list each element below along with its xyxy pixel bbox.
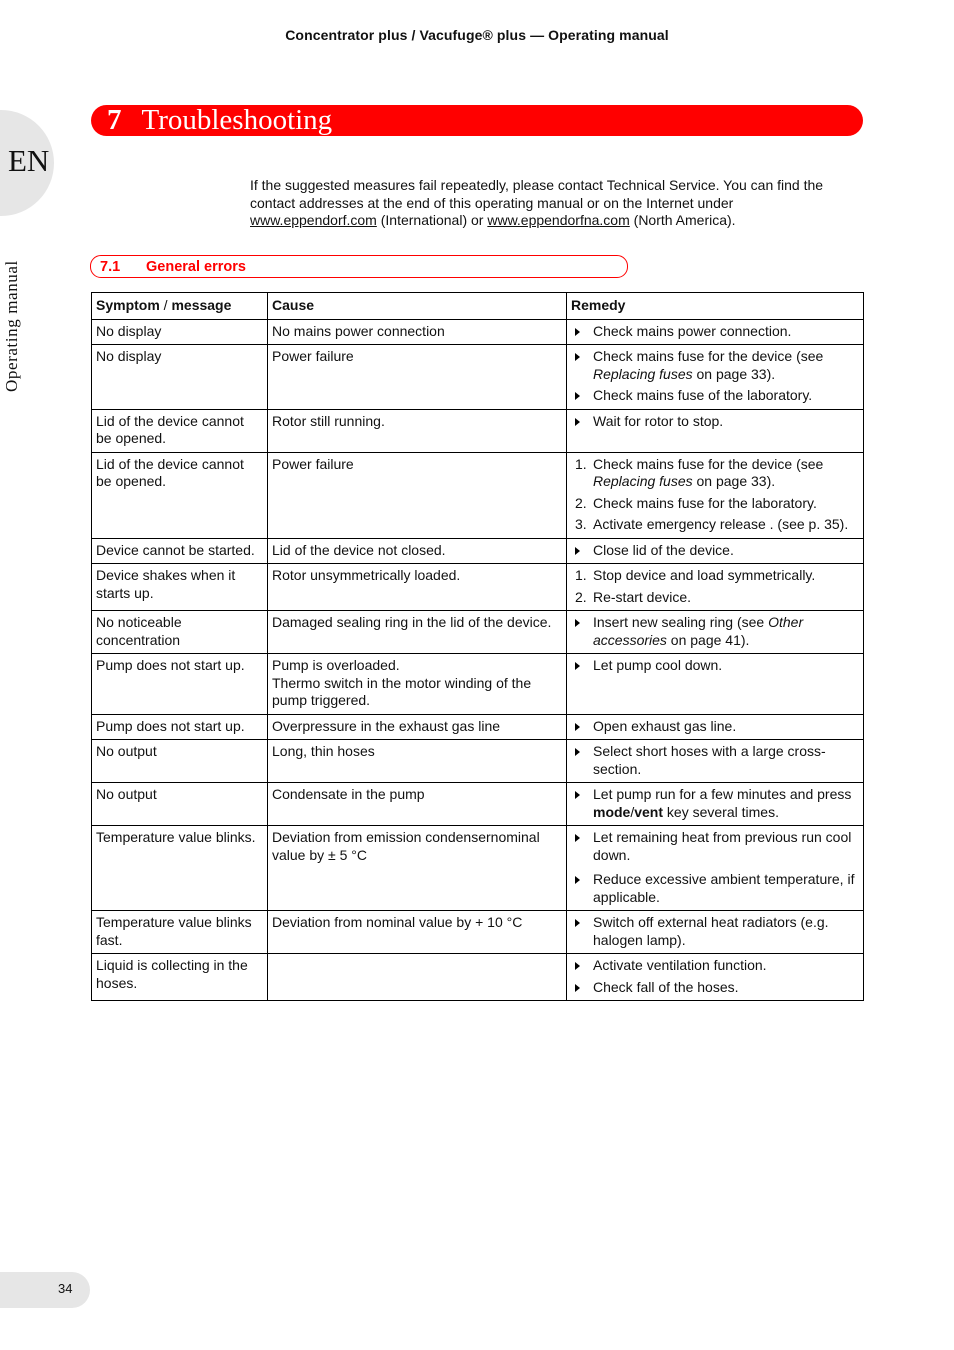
arrow-bullet-icon — [575, 919, 580, 927]
remedy-cell: Check mains power connection. — [567, 319, 864, 345]
cause-cell: Damaged sealing ring in the lid of the device. — [268, 611, 567, 654]
side-section-label: Operating manual — [2, 260, 21, 392]
arrow-bullet-icon — [575, 547, 580, 555]
intro-text: (North America). — [629, 212, 736, 228]
arrow-bullet-icon — [575, 418, 580, 426]
table-row — [92, 345, 864, 410]
symptom-cell: Device shakes when it starts up. — [92, 564, 268, 611]
section-number: 7.1 — [100, 258, 121, 275]
remedy-cell: Let pump cool down. — [567, 654, 864, 715]
page-number-tab — [0, 1272, 90, 1308]
symptom-header: Symptom / message — [92, 293, 268, 320]
cause-cell: Rotor unsymmetrically loaded. — [268, 564, 567, 611]
table-row — [92, 611, 864, 654]
table-row — [92, 564, 864, 611]
symptom-cell: Device cannot be started. — [92, 538, 268, 564]
table-row — [92, 409, 864, 452]
arrow-bullet-icon — [575, 748, 580, 756]
remedy-cell: Let pump run for a few minutes and press mode/vent key several times. — [567, 783, 864, 826]
language-label: EN — [8, 143, 50, 178]
chapter-title: Troubleshooting — [141, 104, 333, 136]
arrow-bullet-icon — [575, 619, 580, 627]
arrow-bullet-icon — [575, 791, 580, 799]
arrow-bullet-icon — [575, 353, 580, 361]
intro-text: (International) or — [376, 212, 488, 228]
cause-cell: Rotor still running. — [268, 409, 567, 452]
remedy-cell: 1. Stop device and load symmetrically. 2. Re-start device. — [567, 564, 864, 611]
cause-cell: Power failure — [268, 452, 567, 538]
remedy-cell: Activate ventilation function. Check fall of the hoses. — [567, 954, 864, 1001]
remedy-cell: Switch off external heat radiators (e.g. halogen lamp). — [567, 911, 864, 954]
symptom-cell: No display — [92, 345, 268, 410]
eppendorf-link[interactable]: www.eppendorf.com — [250, 212, 377, 228]
remedy-cell: Close lid of the device. — [567, 538, 864, 564]
troubleshooting-table — [91, 292, 864, 1001]
chapter-heading — [91, 105, 863, 136]
table-row — [92, 783, 864, 826]
table-row — [92, 826, 864, 911]
chapter-number: 7 — [107, 104, 122, 136]
intro-text: If the suggested measures fail repeatedly, please contact Technical Service. You can find the contact addresses at the end of this operating manual or on the Internet under — [250, 177, 824, 211]
cause-cell: Long, thin hoses — [268, 740, 567, 783]
section-title: General errors — [146, 258, 246, 275]
symptom-cell: No output — [92, 783, 268, 826]
remedy-cell: Select short hoses with a large cross-section. — [567, 740, 864, 783]
symptom-cell: Temperature value blinks. — [92, 826, 268, 911]
table-row — [92, 740, 864, 783]
remedy-header: Remedy — [567, 293, 864, 320]
table-row — [92, 911, 864, 954]
arrow-bullet-icon — [575, 328, 580, 336]
cause-cell: Deviation from emission condensernominal value by ± 5 °C — [268, 826, 567, 911]
remedy-cell: Open exhaust gas line. — [567, 714, 864, 740]
symptom-cell: Lid of the device cannot be opened. — [92, 452, 268, 538]
table-row — [92, 714, 864, 740]
arrow-bullet-icon — [575, 392, 580, 400]
table-row — [92, 538, 864, 564]
section-heading — [90, 255, 628, 278]
arrow-bullet-icon — [575, 834, 580, 842]
remedy-cell: Wait for rotor to stop. — [567, 409, 864, 452]
running-header: Concentrator plus / Vacufuge® plus — Operating manual — [285, 27, 669, 43]
eppendorfna-link[interactable]: www.eppendorfna.com — [487, 212, 630, 228]
symptom-cell: Pump does not start up. — [92, 714, 268, 740]
table-header-row — [92, 293, 864, 320]
table-row — [92, 452, 864, 538]
cause-header: Cause — [268, 293, 567, 320]
symptom-cell: Lid of the device cannot be opened. — [92, 409, 268, 452]
symptom-cell: No display — [92, 319, 268, 345]
table-row — [92, 654, 864, 715]
arrow-bullet-icon — [575, 662, 580, 670]
symptom-cell: Liquid is collecting in the hoses. — [92, 954, 268, 1001]
symptom-cell: No output — [92, 740, 268, 783]
page-number: 34 — [58, 1281, 73, 1296]
symptom-cell: Pump does not start up. — [92, 654, 268, 715]
symptom-cell: No noticeable concentration — [92, 611, 268, 654]
symptom-cell: Temperature value blinks fast. — [92, 911, 268, 954]
cause-cell: Pump is overloaded. Thermo switch in the motor winding of the pump triggered. — [268, 654, 567, 715]
intro-paragraph — [250, 177, 850, 230]
cause-cell: No mains power connection — [268, 319, 567, 345]
table-row — [92, 319, 864, 345]
remedy-cell: 1. Check mains fuse for the device (see Replacing fuses on page 33). 2. Check mains fuse for the laboratory. 3. Activate emergency release . (see p. 35). — [567, 452, 864, 538]
cause-cell: Overpressure in the exhaust gas line — [268, 714, 567, 740]
arrow-bullet-icon — [575, 723, 580, 731]
remedy-cell: Let remaining heat from previous run cool down. Reduce excessive ambient temperature, if applicable. — [567, 826, 864, 911]
arrow-bullet-icon — [575, 876, 580, 884]
arrow-bullet-icon — [575, 984, 580, 992]
cause-cell: Power failure — [268, 345, 567, 410]
cause-cell: Deviation from nominal value by + 10 °C — [268, 911, 567, 954]
arrow-bullet-icon — [575, 962, 580, 970]
cause-cell: Condensate in the pump — [268, 783, 567, 826]
remedy-cell: Check mains fuse for the device (see Replacing fuses on page 33). Check mains fuse of the laboratory. — [567, 345, 864, 410]
cause-cell: Lid of the device not closed. — [268, 538, 567, 564]
cause-cell — [268, 954, 567, 1001]
remedy-cell: Insert new sealing ring (see Other accessories on page 41). — [567, 611, 864, 654]
table-row — [92, 954, 864, 1001]
